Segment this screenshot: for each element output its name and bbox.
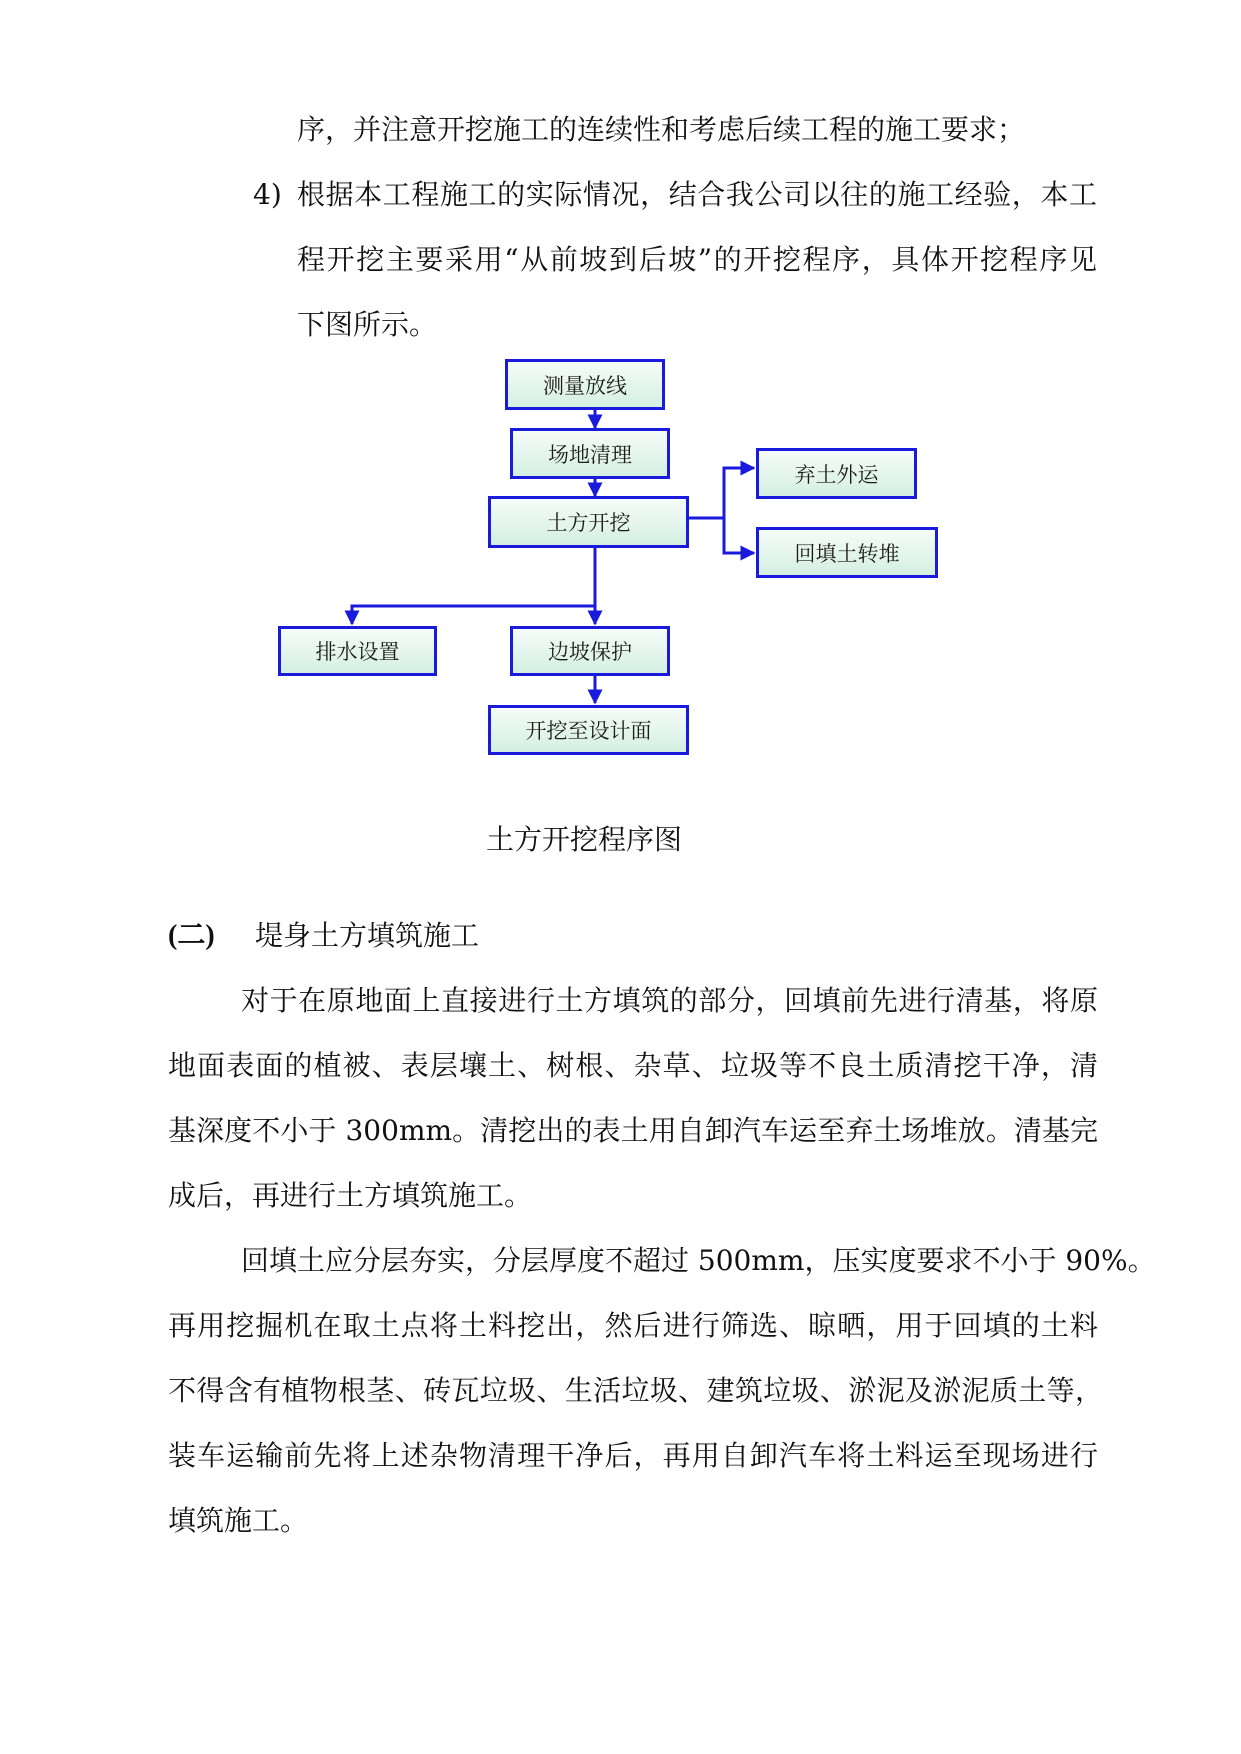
paragraph-line: 不得含有植物根茎、砖瓦垃圾、生活垃圾、建筑垃圾、淤泥及淤泥质土等， (168, 1374, 1103, 1407)
section-number: (二) (168, 920, 215, 951)
paragraph-line: 回填土应分层夯实，分层厚度不超过 500mm，压实度要求不小于 90%。 (241, 1244, 1156, 1277)
arrow-excavation-drainage (352, 606, 595, 624)
paragraph-line: 装车运输前先将上述杂物清理干净后，再用自卸汽车将土料运至现场进行 (168, 1439, 1098, 1472)
flow-node-clearing: 场地清理 (510, 428, 670, 479)
text-line: 根据本工程施工的实际情况，结合我公司以往的施工经验，本工 (297, 178, 1097, 211)
figure-caption: 土方开挖程序图 (486, 823, 683, 856)
paragraph-line: 成后，再进行土方填筑施工。 (168, 1179, 533, 1212)
flow-node-drainage: 排水设置 (278, 626, 437, 676)
flow-node-design-surface: 开挖至设计面 (488, 705, 689, 755)
paragraph-line: 再用挖掘机在取土点将土料挖出，然后进行筛选、晾晒，用于回填的土料 (168, 1309, 1098, 1342)
text-line: 序，并注意开挖施工的连续性和考虑后续工程的施工要求； (297, 113, 1026, 146)
list-number: 4) (253, 178, 282, 211)
flow-node-disposal: 弃土外运 (756, 448, 917, 499)
flow-node-survey: 测量放线 (505, 359, 665, 410)
paragraph-line: 对于在原地面上直接进行土方填筑的部分，回填前先进行清基，将原 (241, 984, 1098, 1017)
flow-node-excavation: 土方开挖 (488, 496, 689, 548)
paragraph-line: 基深度不小于 300mm。清挖出的表土用自卸汽车运至弃土场堆放。清基完 (168, 1114, 1098, 1147)
text-line: 下图所示。 (297, 308, 438, 341)
flow-node-slope: 边坡保护 (510, 626, 670, 676)
paragraph-line: 填筑施工。 (168, 1504, 309, 1537)
section-title: 堤身土方填筑施工 (255, 919, 480, 952)
flow-node-stockpile: 回填土转堆 (756, 527, 938, 578)
text-line: 程开挖主要采用“从前坡到后坡”的开挖程序，具体开挖程序见 (297, 243, 1097, 276)
paragraph-line: 地面表面的植被、表层壤土、树根、杂草、垃圾等不良土质清挖干净，清 (168, 1049, 1098, 1082)
arrow-excavation-disposal (689, 468, 754, 518)
arrow-excavation-stockpile (724, 518, 754, 553)
